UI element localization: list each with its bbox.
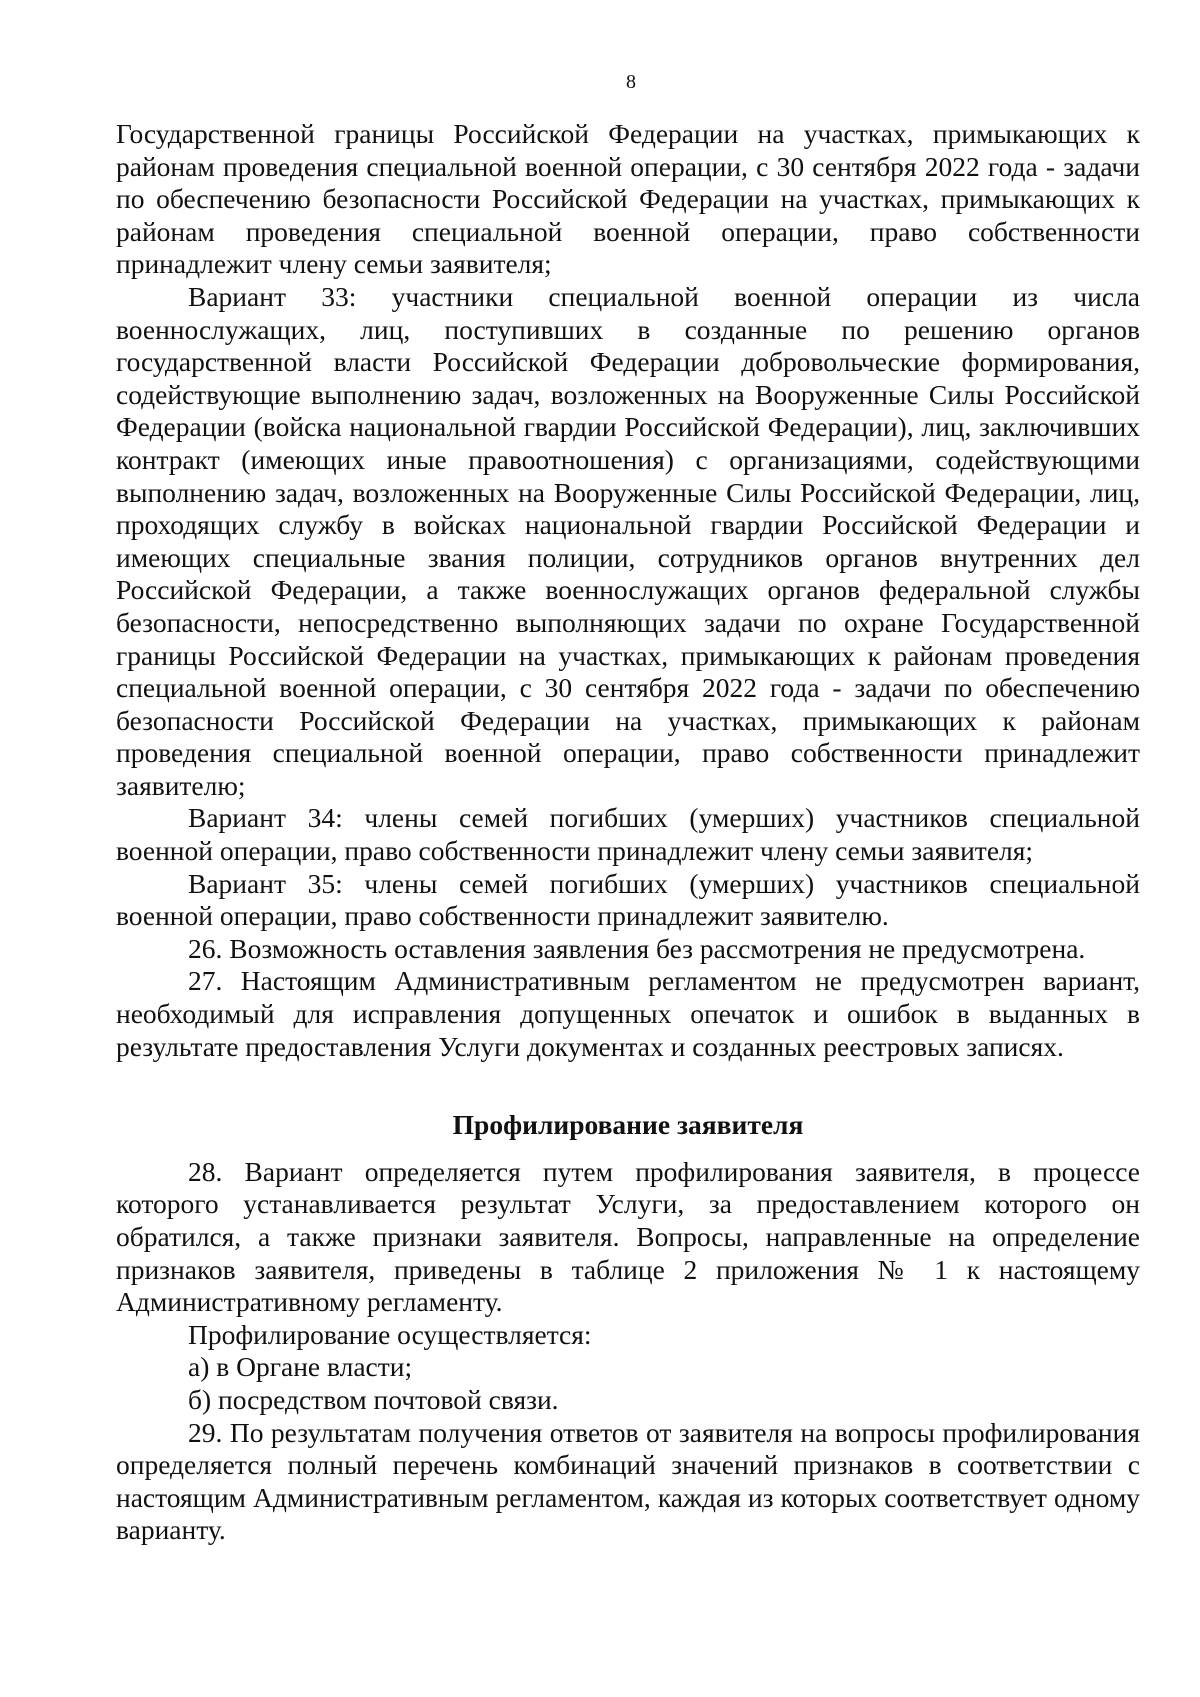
section-heading: Профилирование заявителя [452,1109,804,1141]
paragraph-item-26: 26. Возможность оставления заявления без рассмотрения не предусмотрена. [188,932,1086,964]
paragraph-variant-35: Вариант 35: члены семей погибших (умерших) участников специальной военной операции, право собственности принадлежит заявителю. [116,867,1140,932]
paragraph-item-29: 29. По результатам получения ответов от заявителя на вопросы профилирования определяется полный перечень комбинаций значений признаков в соответствии с настоящим Административным регламентом, каждая из которых соответствует одному варианту. [116,1416,1140,1546]
list-item-b: б) посредством почтовой связи. [188,1383,559,1415]
paragraph-item-28: 28. Вариант определяется путем профилирования заявителя, в процессе которого устанавливается результат Услуги, за предоставлением которого он обратился, а также признаки заявителя. Вопросы, направленные на определение признаков заявителя, приведены в таблице 2 приложения № 1 к настоящему Административному регламенту. [116,1155,1140,1318]
paragraph-variant-33: Вариант 33: участники специальной военной операции из числа военнослужащих, лиц, поступивших в созданные по решению органов государственной власти Российской Федерации добровольческие формирования, содействующие выполнению задач, возложенных на Вооруженные Силы Российской Федерации (войска национальной гвардии Российской Федерации), лиц, заключивших контракт (имеющих иные правоотношения) с организациями, содействующими выполнению задач, возложенных на Вооруженные Силы Российской Федерации, лиц, проходящих службу в войсках национальной гвардии Российской Федерации и имеющих специальные звания полиции, сотрудников органов внутренних дел Российской Федерации, а также военнослужащих органов федеральной службы безопасности, непосредственно выполняющих задачи по охране Государственной границы Российской Федерации на участках, примыкающих к районам проведения специальной военной операции, с 30 сентября 2022 года - задачи по обеспечению безопасности Российской Федерации на участках, примыкающих к районам проведения специальной военной операции, право собственности принадлежит заявителю; [116,280,1140,801]
page-number: 8 [626,71,636,93]
paragraph-item-27: 27. Настоящим Административным регламентом не предусмотрен вариант, необходимый для исправления допущенных опечаток и ошибок в выданных в результате предоставления Услуги документах и созданных реестровых записях. [116,965,1140,1062]
document-body [116,118,1140,1547]
paragraph-continuation: Государственной границы Российской Федерации на участках, примыкающих к районам проведения специальной военной операции, с 30 сентября 2022 года - задачи по обеспечению безопасности Российской Федерации на участках, примыкающих к районам проведения специальной военной операции, право собственности принадлежит члену семьи заявителя; [116,118,1140,280]
paragraph-variant-34: Вариант 34: члены семей погибших (умерших) участников специальной военной операции, право собственности принадлежит члену семьи заявителя; [116,802,1140,867]
list-item-a: а) в Органе власти; [188,1351,413,1383]
paragraph-profiling-intro: Профилирование осуществляется: [188,1318,592,1350]
